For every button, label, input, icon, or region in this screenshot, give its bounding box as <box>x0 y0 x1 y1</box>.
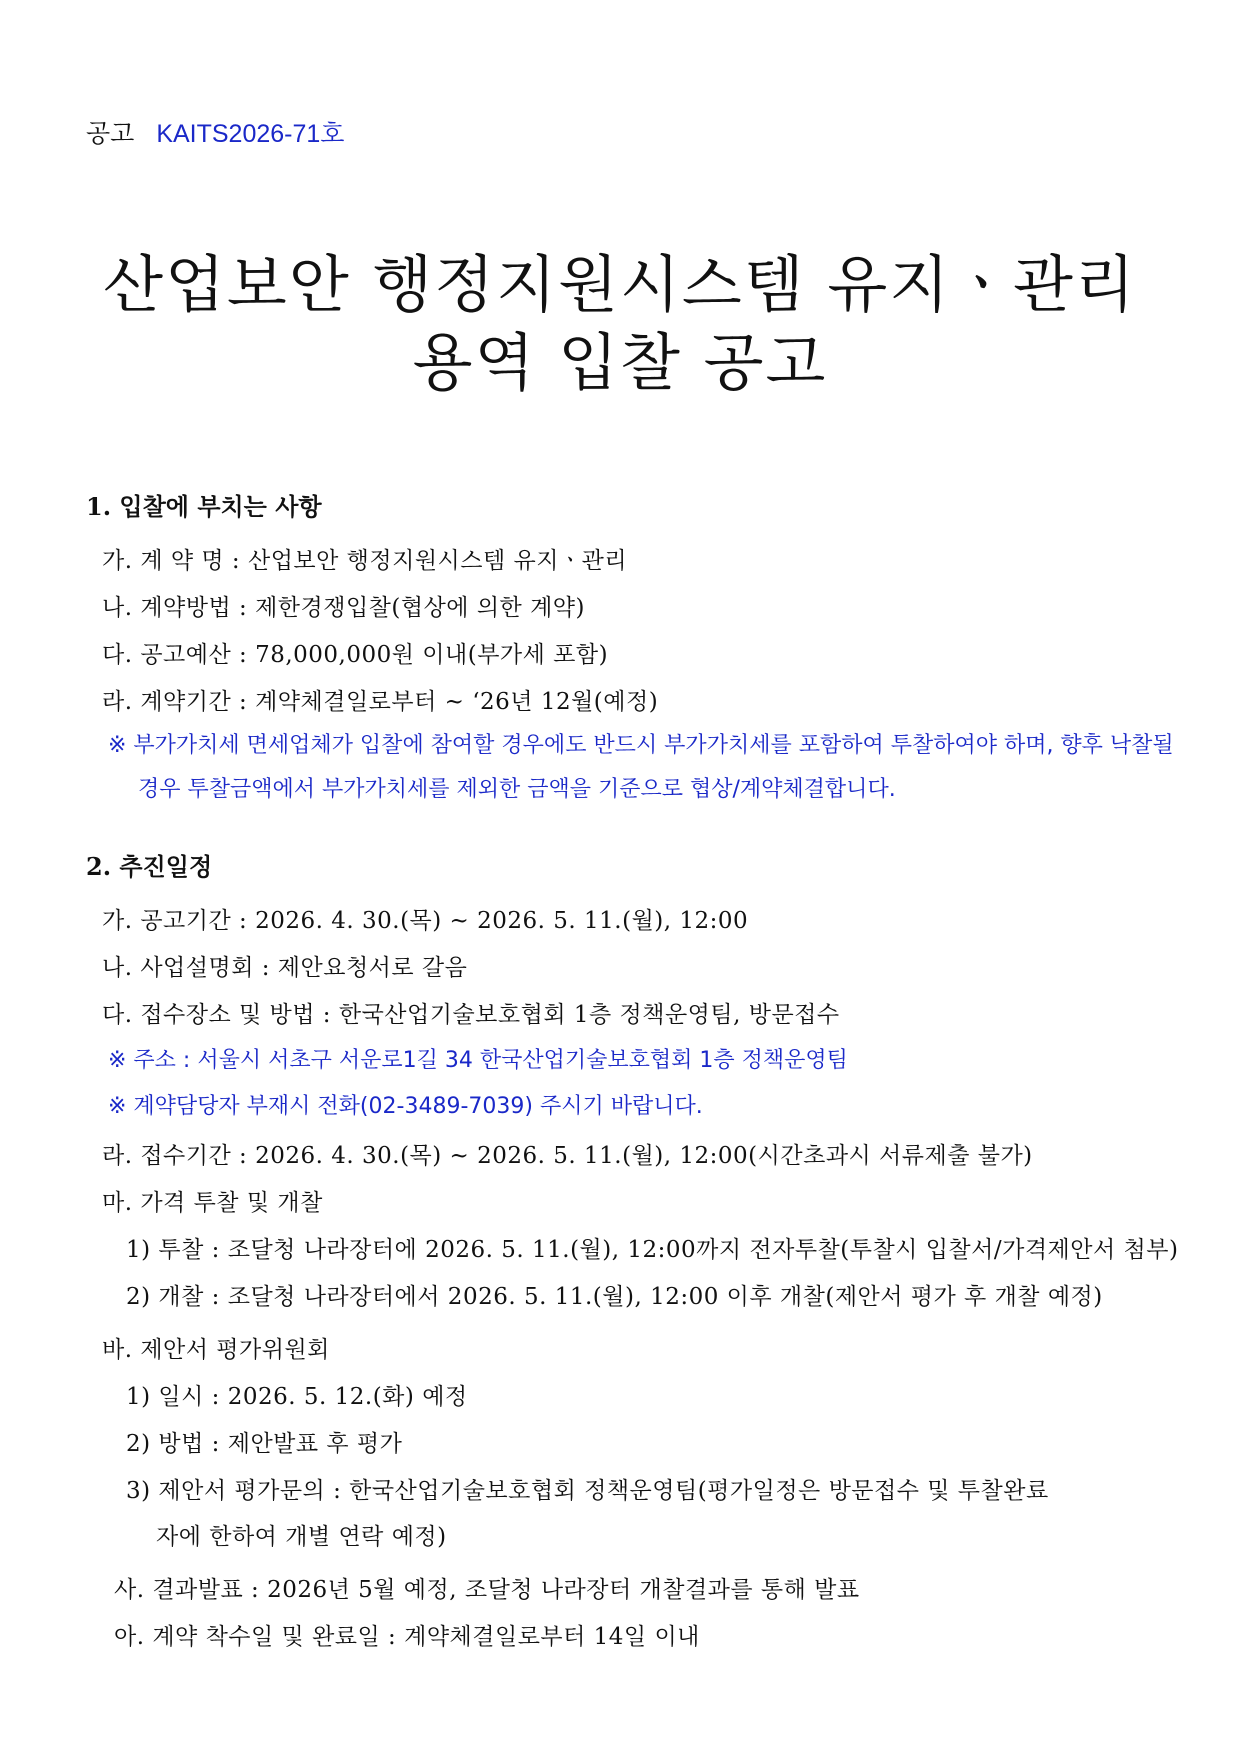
section1-item-contract-method: 나. 계약방법 : 제한경쟁입찰(협상에 의한 계약) <box>102 595 585 621</box>
section2-heading: 2. 추진일정 <box>86 852 213 881</box>
section2-item-submission-period: 라. 접수기간 : 2026. 4. 30.(목) ~ 2026. 5. 11.(월), 12:00(시간초과시 서류제출 불가) <box>102 1143 1033 1169</box>
section1-vat-note: ※ 부가가치세 면세업체가 입찰에 참여할 경우에도 반드시 부가가치세를 포함하여 투찰하여야 하며, 향후 낙찰될 경우 투찰금액에서 부가가치세를 제외한 금액을 기준으로 협상/계약체결합니다. <box>108 733 1174 802</box>
section2-item-notice-period: 가. 공고기간 : 2026. 4. 30.(목) ~ 2026. 5. 11.(월), 12:00 <box>102 908 749 934</box>
page-title-line1: 산업보안 행정지원시스템 유지ㆍ관리 <box>103 248 1137 321</box>
section1-item-contract-period: 라. 계약기간 : 계약체결일로부터 ~ ‘26년 12월(예정) <box>102 689 659 715</box>
section1-heading: 1. 입찰에 부치는 사항 <box>86 492 322 521</box>
section2-evaluation-inquiry: 3) 제안서 평가문의 : 한국산업기술보호협회 정책운영팀(평가일정은 방문접수 및 투찰완료 <box>126 1478 1049 1504</box>
section2-evaluation-inquiry-cont: 자에 한하여 개별 연락 예정) <box>156 1524 447 1550</box>
section2-evaluation-date: 1) 일시 : 2026. 5. 12.(화) 예정 <box>126 1384 468 1410</box>
section2-address-note: ※ 주소 : 서울시 서초구 서운로1길 34 한국산업기술보호협회 1층 정책운영팀 <box>108 1048 848 1073</box>
section2-item-result-announcement: 사. 결과발표 : 2026년 5월 예정, 조달청 나라장터 개찰결과를 통해 발표 <box>114 1577 860 1603</box>
section2-bidding-opening: 2) 개찰 : 조달청 나라장터에서 2026. 5. 11.(월), 12:00 이후 개찰(제안서 평가 후 개찰 예정) <box>126 1284 1103 1310</box>
section1-item-budget: 다. 공고예산 : 78,000,000원 이내(부가세 포함) <box>102 642 609 668</box>
section2-contact-note: ※ 계약담당자 부재시 전화(02-3489-7039) 주시기 바랍니다. <box>108 1094 703 1119</box>
notice-number: KAITS2026-71호 <box>156 120 345 148</box>
section2-item-contract-dates: 아. 계약 착수일 및 완료일 : 계약체결일로부터 14일 이내 <box>114 1624 700 1650</box>
section1-item-contract-name: 가. 계 약 명 : 산업보안 행정지원시스템 유지ㆍ관리 <box>102 548 628 574</box>
section2-item-bidding: 마. 가격 투찰 및 개찰 <box>102 1190 323 1216</box>
section2-item-briefing: 나. 사업설명회 : 제안요청서로 갈음 <box>102 955 468 981</box>
notice-label: 공고 <box>86 119 135 148</box>
page-title-line2: 용역 입찰 공고 <box>412 326 828 399</box>
notice-number-line <box>86 114 344 150</box>
section2-evaluation-method: 2) 방법 : 제안발표 후 평가 <box>126 1431 403 1457</box>
section2-item-evaluation-committee: 바. 제안서 평가위원회 <box>102 1337 330 1363</box>
section2-item-submission-place: 다. 접수장소 및 방법 : 한국산업기술보호협회 1층 정책운영팀, 방문접수 <box>102 1002 840 1028</box>
section2-bidding-submit: 1) 투찰 : 조달청 나라장터에 2026. 5. 11.(월), 12:00까지 전자투찰(투찰시 입찰서/가격제안서 첨부) <box>126 1237 1179 1263</box>
